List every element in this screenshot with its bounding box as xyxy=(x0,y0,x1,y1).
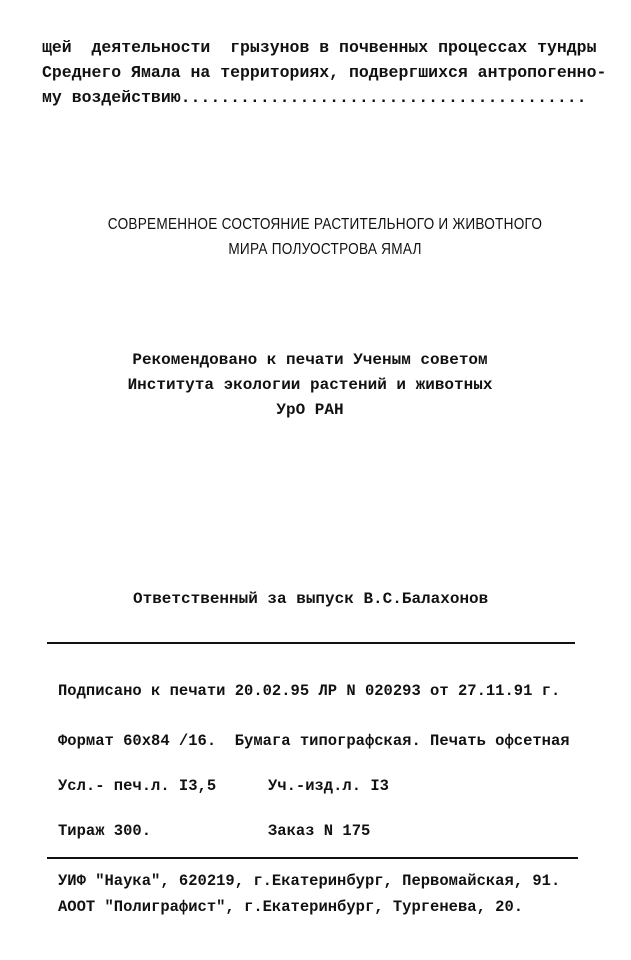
publisher-line-2: АООТ "Полиграфист", г.Екатеринбург, Тургенева, 20. xyxy=(58,898,524,916)
book-title-line-2: МИРА ПОЛУОСТРОВА ЯМАЛ xyxy=(228,241,422,258)
circulation: Тираж 300. xyxy=(58,822,152,840)
contents-line-2: Среднего Ямала на территориях, подвергшихся антропогенно- xyxy=(42,63,607,82)
divider xyxy=(47,642,575,644)
responsible-editor: Ответственный за выпуск В.С.Балахонов xyxy=(133,590,489,608)
book-title-line-1: СОВРЕМЕННОЕ СОСТОЯНИЕ РАСТИТЕЛЬНОГО И ЖИВОТНОГО xyxy=(107,216,543,233)
contents-line-1: щей деятельности грызунов в почвенных процессах тундры xyxy=(42,38,597,57)
recommendation-line-3: УрО РАН xyxy=(276,401,344,419)
format-info: Формат 60х84 /16. Бумага типографская. Печать офсетная xyxy=(58,732,570,750)
contents-line-3: му воздействию......................................... xyxy=(42,88,587,107)
divider xyxy=(47,857,578,859)
signed-for-print: Подписано к печати 20.02.95 ЛР N 020293 от 27.11.91 г. xyxy=(58,682,561,700)
print-sheets: Усл.- печ.л. I3,5 xyxy=(58,777,217,795)
recommendation-line-1: Рекомендовано к печати Ученым советом xyxy=(132,351,488,369)
publisher-sheets: Уч.-изд.л. I3 xyxy=(268,777,389,795)
order-number: Заказ N 175 xyxy=(268,822,371,840)
recommendation-line-2: Института экологии растений и животных xyxy=(127,376,493,394)
publisher-line-1: УИФ "Наука", 620219, г.Екатеринбург, Первомайская, 91. xyxy=(58,872,561,890)
